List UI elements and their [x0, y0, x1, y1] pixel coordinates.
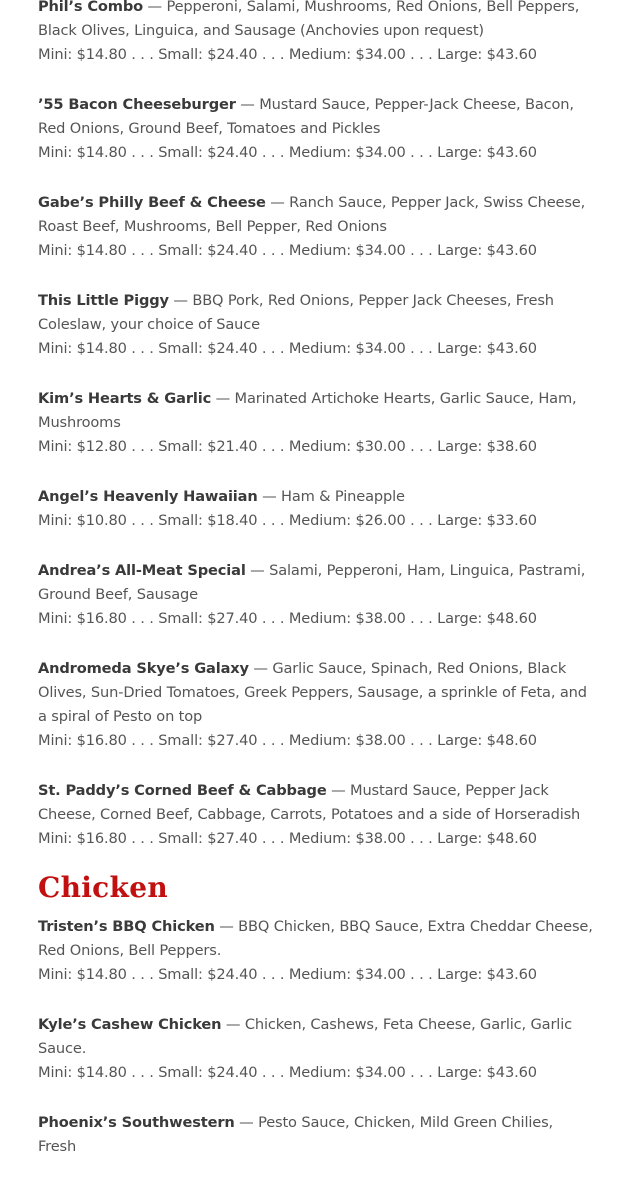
item-prices: Mini: $16.80 . . . Small: $27.40 . . . Medium: $38.00 . . . Large: $48.60 — [38, 830, 537, 847]
menu-item — [38, 191, 594, 263]
item-name: Phil’s Combo — [38, 0, 144, 15]
item-prices: Mini: $16.80 . . . Small: $27.40 . . . Medium: $38.00 . . . Large: $48.60 — [38, 610, 537, 627]
menu-section-chicken — [38, 871, 594, 1159]
item-description: — Ranch Sauce, Pepper Jack, Swiss Cheese, Roast Beef, Mushrooms, Bell Pepper, Red Onions — [38, 194, 586, 235]
item-description: — BBQ Pork, Red Onions, Pepper Jack Cheeses, Fresh Coleslaw, your choice of Sauce — [38, 292, 554, 333]
item-name: Kim’s Hearts & Garlic — [38, 390, 212, 407]
item-prices: Mini: $14.80 . . . Small: $24.40 . . . Medium: $34.00 . . . Large: $43.60 — [38, 966, 537, 983]
item-description: — Salami, Pepperoni, Ham, Linguica, Pastrami, Ground Beef, Sausage — [38, 562, 586, 603]
menu-item — [38, 387, 594, 459]
item-description: — Garlic Sauce, Spinach, Red Onions, Black Olives, Sun-Dried Tomatoes, Greek Peppers, Sausage, a sprinkle of Feta, and a spiral of Pesto on top — [38, 660, 587, 725]
menu-item — [38, 0, 594, 67]
item-name: Andromeda Skye’s Galaxy — [38, 660, 249, 677]
item-description: — Ham & Pineapple — [257, 488, 405, 505]
item-description: — Pesto Sauce, Chicken, Mild Green Chilies, Fresh — [38, 1114, 554, 1155]
item-name: Tristen’s BBQ Chicken — [38, 918, 215, 935]
item-name: Phoenix’s Southwestern — [38, 1114, 235, 1131]
menu-item — [38, 93, 594, 165]
item-prices: Mini: $14.80 . . . Small: $24.40 . . . Medium: $34.00 . . . Large: $43.60 — [38, 242, 537, 259]
menu-item — [38, 915, 594, 987]
item-name: ’55 Bacon Cheeseburger — [38, 96, 236, 113]
item-description: — Marinated Artichoke Hearts, Garlic Sauce, Ham, Mushrooms — [38, 390, 577, 431]
item-prices: Mini: $14.80 . . . Small: $24.40 . . . Medium: $34.00 . . . Large: $43.60 — [38, 144, 537, 161]
item-name: Andrea’s All-Meat Special — [38, 562, 246, 579]
item-name: This Little Piggy — [38, 292, 169, 309]
menu-item — [38, 485, 594, 533]
menu-content — [38, 0, 594, 1185]
item-description: — Mustard Sauce, Pepper-Jack Cheese, Bacon, Red Onions, Ground Beef, Tomatoes and Pickles — [38, 96, 574, 137]
item-description: — Pepperoni, Salami, Mushrooms, Red Onions, Bell Peppers, Black Olives, Linguica, and Sausage (Anchovies upon request) — [38, 0, 580, 39]
menu-item — [38, 1013, 594, 1085]
item-description: — Mustard Sauce, Pepper Jack Cheese, Corned Beef, Cabbage, Carrots, Potatoes and a side of Horseradish — [38, 782, 581, 823]
item-description: — Chicken, Cashews, Feta Cheese, Garlic, Garlic Sauce. — [38, 1016, 572, 1057]
item-prices: Mini: $16.80 . . . Small: $27.40 . . . Medium: $38.00 . . . Large: $48.60 — [38, 732, 537, 749]
item-name: St. Paddy’s Corned Beef & Cabbage — [38, 782, 327, 799]
item-prices: Mini: $14.80 . . . Small: $24.40 . . . Medium: $34.00 . . . Large: $43.60 — [38, 46, 537, 63]
section-heading: Chicken — [38, 871, 169, 904]
menu-section-pizzas — [38, 0, 594, 851]
item-name: Gabe’s Philly Beef & Cheese — [38, 194, 266, 211]
item-prices: Mini: $14.80 . . . Small: $24.40 . . . Medium: $34.00 . . . Large: $43.60 — [38, 340, 537, 357]
item-description: — BBQ Chicken, BBQ Sauce, Extra Cheddar Cheese, Red Onions, Bell Peppers. — [38, 918, 593, 959]
item-name: Kyle’s Cashew Chicken — [38, 1016, 222, 1033]
menu-item — [38, 1111, 594, 1159]
item-prices: Mini: $12.80 . . . Small: $21.40 . . . Medium: $30.00 . . . Large: $38.60 — [38, 438, 537, 455]
item-name: Angel’s Heavenly Hawaiian — [38, 488, 258, 505]
item-prices: Mini: $10.80 . . . Small: $18.40 . . . Medium: $26.00 . . . Large: $33.60 — [38, 512, 537, 529]
menu-item — [38, 779, 594, 851]
menu-item — [38, 289, 594, 361]
menu-item — [38, 559, 594, 631]
item-prices: Mini: $14.80 . . . Small: $24.40 . . . Medium: $34.00 . . . Large: $43.60 — [38, 1064, 537, 1081]
menu-item — [38, 657, 594, 753]
